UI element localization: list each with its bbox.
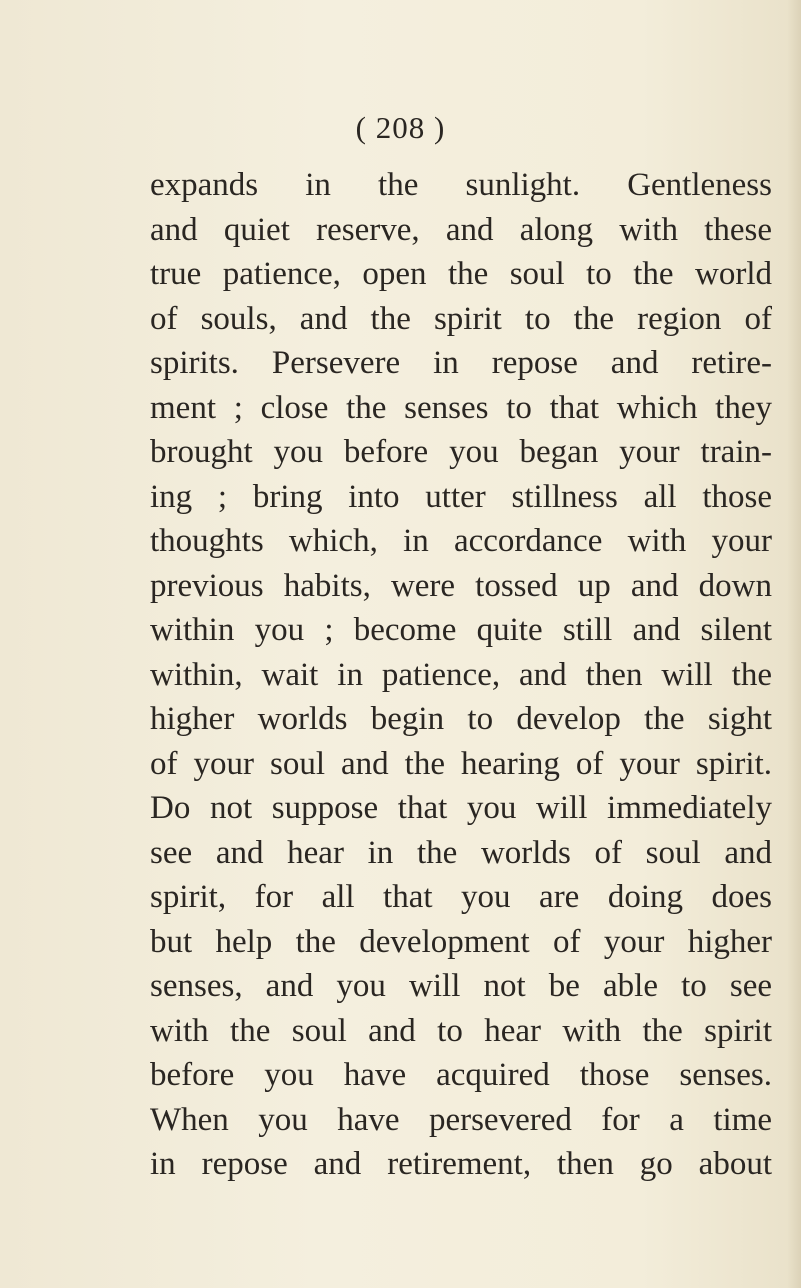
text-line: see and hear in the worlds of soul and bbox=[150, 834, 772, 871]
text-line: ing ; bring into utter stillness all those bbox=[150, 478, 772, 515]
text-line: When you have persevered for a time bbox=[150, 1101, 772, 1138]
text-line: thoughts which, in accordance with your bbox=[150, 523, 772, 559]
text-line: in repose and retirement, then go about bbox=[150, 1146, 772, 1182]
text-line: with the soul and to hear with the spirit bbox=[150, 1012, 772, 1049]
text-line: of your soul and the hearing of your spirit. bbox=[150, 745, 772, 782]
text-line: previous habits, were tossed up and down bbox=[150, 567, 772, 604]
text-line: expands in the sunlight. Gentleness bbox=[150, 167, 772, 203]
text-line: of souls, and the spirit to the region of bbox=[150, 300, 772, 337]
text-line: Do not suppose that you will immediately bbox=[150, 790, 772, 826]
text-line: senses, and you will not be able to see bbox=[150, 968, 772, 1004]
text-line: ment ; close the senses to that which they bbox=[150, 389, 772, 426]
text-line: within you ; become quite still and silent bbox=[150, 612, 772, 648]
text-line: before you have acquired those senses. bbox=[150, 1057, 772, 1093]
text-line: and quiet reserve, and along with these bbox=[150, 211, 772, 248]
text-line: spirit, for all that you are doing does bbox=[150, 879, 772, 915]
text-line: higher worlds begin to develop the sight bbox=[150, 701, 772, 737]
page-number: ( 208 ) bbox=[355, 110, 446, 145]
text-line: within, wait in patience, and then will the bbox=[150, 656, 772, 693]
text-line: true patience, open the soul to the world bbox=[150, 256, 772, 292]
text-line: brought you before you began your train- bbox=[150, 434, 772, 470]
text-line: spirits. Persevere in repose and retire- bbox=[150, 345, 772, 381]
body-text bbox=[150, 163, 772, 1187]
page-edge-shadow bbox=[787, 0, 801, 1288]
text-line: but help the development of your higher bbox=[150, 923, 772, 960]
